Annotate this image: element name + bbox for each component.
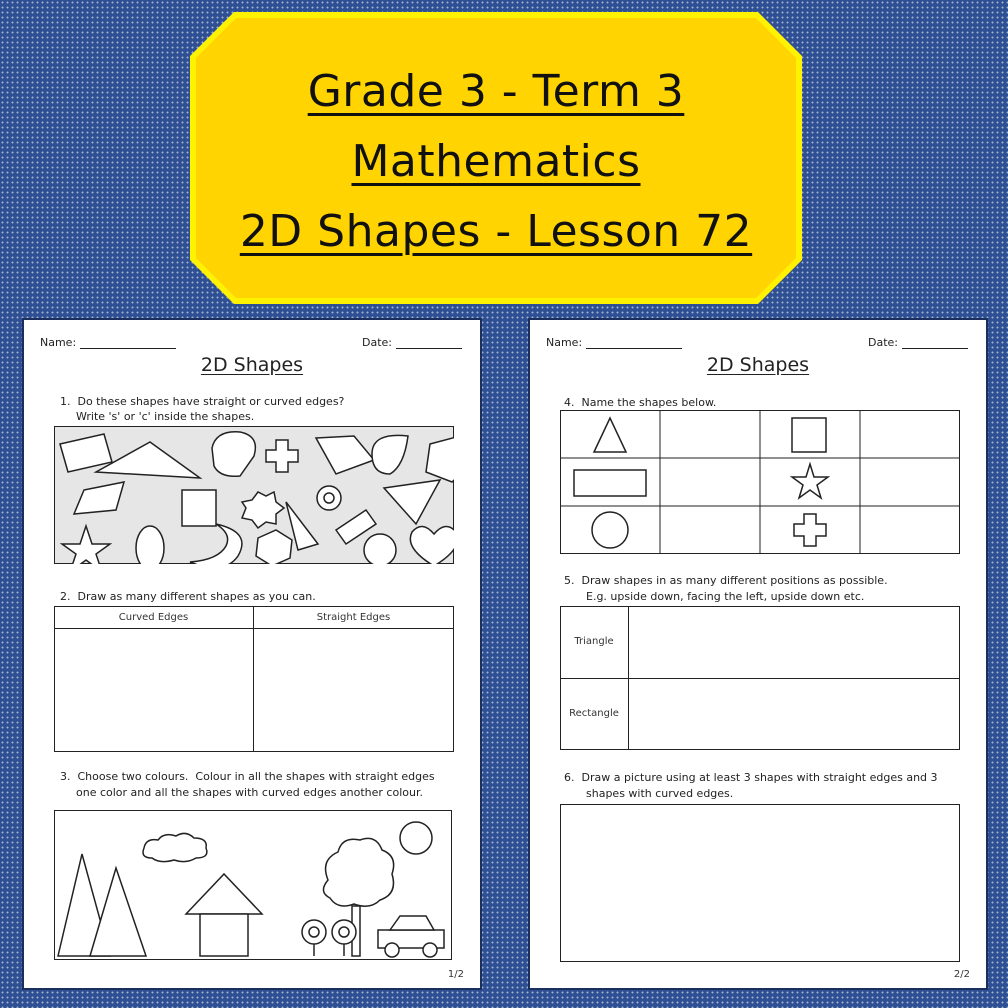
name-field [546,336,682,349]
banner-subject: Mathematics [351,136,641,187]
date-blank [396,336,462,349]
grid-cross-shape [794,514,826,546]
grid-circle-shape [592,512,628,548]
car-cabin-shape [390,916,434,930]
leaf-shape [372,435,408,474]
row-label-triangle: Triangle [574,636,614,647]
inverted-triangle-shape [384,480,440,524]
name-label: Name: [546,336,583,349]
roof-triangle-shape [186,874,262,914]
tree-crown-shape [323,838,393,906]
flower-2-centre [339,927,349,937]
star-eight-shape [242,492,284,528]
question-6-line-1: 6. Draw a picture using at least 3 shapes with straight edges and 3 [564,771,938,784]
crescent-shape [190,524,242,564]
table-header-divider [54,628,454,629]
grid-star-shape [792,464,828,498]
grid-rectangle-shape [574,470,646,496]
circle-shape [364,534,396,564]
house-square-shape [200,914,248,956]
question-4: 4. Name the shapes below. [564,396,717,409]
picture-drawing-box [560,804,960,962]
shapes-illustration [54,426,454,564]
row-label-rectangle: Rectangle [569,708,619,719]
name-label: Name: [40,336,77,349]
table-column-divider [253,606,254,752]
pentagon-shape [426,436,454,482]
banner-grade-term: Grade 3 - Term 3 [307,66,685,117]
car-wheel-front [385,943,399,957]
flower-1-centre [309,927,319,937]
page-number: 2/2 [953,969,970,980]
ring-inner-shape [324,493,334,503]
question-3-line-1: 3. Choose two colours. Colour in all the shapes with straight edges [60,770,435,783]
question-3-line-2: one color and all the shapes with curved edges another colour. [76,786,423,799]
question-6-line-2: shapes with curved edges. [586,787,734,800]
date-field [868,336,968,349]
date-field [362,336,462,349]
grid-triangle-shape [594,418,626,452]
positions-row-divider [560,678,960,679]
question-5-line-2: E.g. upside down, facing the left, upside down etc. [586,590,865,603]
column-curved-edges: Curved Edges [118,612,189,623]
date-label: Date: [362,336,392,349]
page-number: 1/2 [447,969,464,980]
question-5-line-1: 5. Draw shapes in as many different positions as possible. [564,574,888,587]
name-shapes-grid-lines [560,410,960,554]
page-title: 2D Shapes [200,354,304,376]
heart-shape [410,526,454,564]
name-field [40,336,176,349]
name-blank [80,336,176,349]
date-label: Date: [868,336,898,349]
cross-shape [266,440,298,472]
grid-square-shape [792,418,826,452]
hexagon-shape [256,530,292,564]
question-2: 2. Draw as many different shapes as you can. [60,590,316,603]
star-shape [62,526,110,564]
date-blank [902,336,968,349]
square-shape [182,490,216,526]
rhombus-shape [74,482,124,514]
banner-lesson: 2D Shapes - Lesson 72 [239,206,753,257]
sun-circle-shape [400,822,432,854]
oval-shape [136,526,164,564]
rectangle-shape [60,434,112,472]
colouring-picture [54,810,452,960]
car-wheel-back [423,943,437,957]
question-1-line-2: Write 's' or 'c' inside the shapes. [76,410,255,423]
question-1-line-1: 1. Do these shapes have straight or curved edges? [60,395,345,408]
parallelogram-shape [316,436,374,474]
rounded-shape [212,432,255,476]
column-straight-edges: Straight Edges [316,612,391,623]
worksheet-page-2 [528,318,988,990]
worksheet-page-1 [22,318,482,990]
cloud-shape [143,833,207,861]
name-blank [586,336,682,349]
page-title: 2D Shapes [706,354,810,376]
